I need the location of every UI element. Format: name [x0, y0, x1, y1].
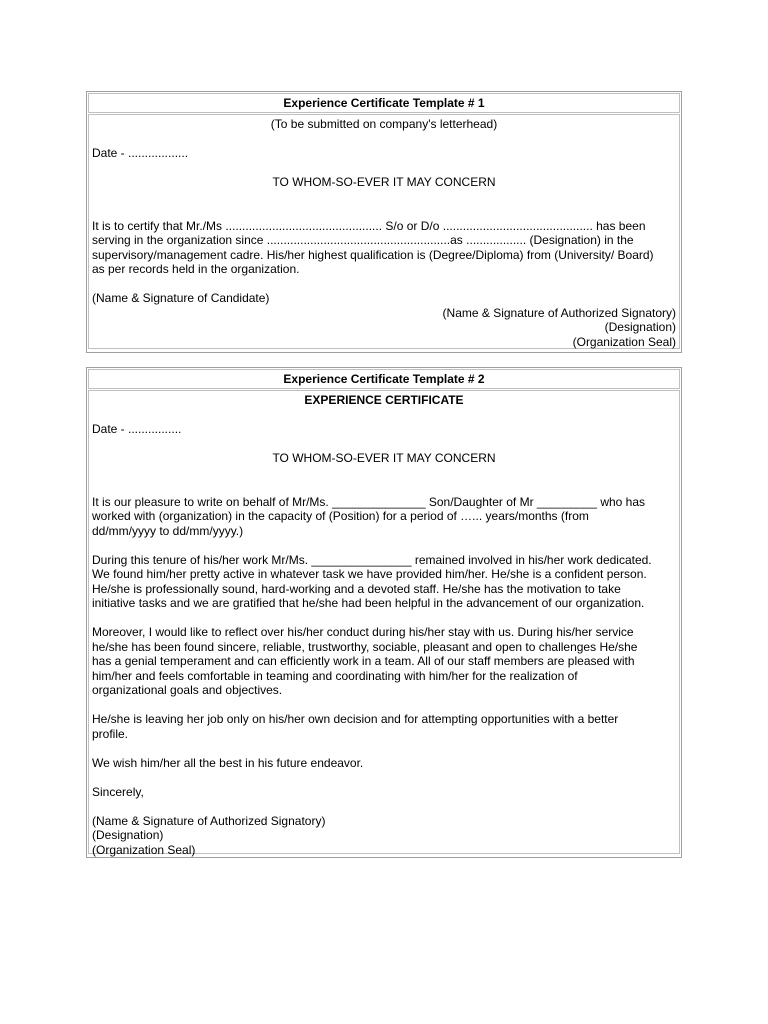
body-line: as per records held in the organization.	[92, 262, 300, 276]
paragraph-line: profile.	[92, 726, 129, 741]
date-line: Date - ................	[92, 422, 182, 436]
salutation: TO WHOM-SO-EVER IT MAY CONCERN	[272, 175, 496, 189]
paragraph-line: worked with (organization) in the capacity of (Position) for a period of …... years/months (from	[92, 509, 589, 523]
designation: (Designation)	[92, 828, 164, 842]
body-line: supervisory/management cadre. His/her highest qualification is (Degree/Diploma) from (University/ Board)	[92, 247, 654, 262]
template-2-body	[88, 390, 680, 857]
salutation: TO WHOM-SO-EVER IT MAY CONCERN	[272, 451, 496, 465]
template-2-heading: Experience Certificate Template # 2	[88, 369, 680, 389]
template-1-heading: Experience Certificate Template # 1	[88, 93, 680, 113]
paragraph-line: He/she is professionally sound, hard-working and a devoted staff. He/she has the motivation to take	[92, 581, 621, 596]
body-line: It is to certify that Mr./Ms ............................................... S/o or D/o ............................................. has been	[92, 218, 646, 233]
paragraph-line: During this tenure of his/her work Mr/Ms. _______________ remained involved in his/her work dedicated.	[92, 552, 652, 567]
paragraph-line: him/her and feels comfortable in teaming and coordinating with him/her for the realization of	[92, 668, 578, 683]
organization-seal: (Organization Seal)	[572, 334, 676, 349]
paragraph-line: He/she is leaving her job only on his/her own decision and for attempting opportunities with a better	[92, 712, 619, 726]
paragraph-line: initiative tasks and we are gratified that he/she had been helpful in the advancement of our organization.	[92, 596, 645, 610]
candidate-signature: (Name & Signature of Candidate)	[92, 291, 270, 305]
paragraph-line: has a genial temperament and can efficiently work in a team. All of our staff members are pleased with	[92, 654, 635, 668]
body-line: serving in the organization since .......................................................as .................. (Designation) in the	[92, 233, 634, 247]
template-1-body	[88, 114, 680, 349]
template-1-box	[86, 91, 682, 353]
paragraph-line: organizational goals and objectives.	[92, 683, 283, 697]
paragraph-line: dd/mm/yyyy to dd/mm/yyyy.)	[92, 523, 244, 538]
paragraph-line: We wish him/her all the best in his future endeavor.	[92, 755, 364, 770]
paragraph-line: he/she has been found sincere, reliable, trustworthy, sociable, pleasant and open to challenges He/she	[92, 639, 638, 654]
date-line: Date - ..................	[92, 146, 189, 160]
paragraph-line: It is our pleasure to write on behalf of Mr/Ms. ______________ Son/Daughter of Mr _________ who has	[92, 494, 646, 509]
designation: (Designation)	[604, 320, 676, 334]
organization-seal: (Organization Seal)	[92, 842, 196, 857]
letterhead-note: (To be submitted on company's letterhead)	[270, 117, 498, 131]
paragraph-line: Moreover, I would like to reflect over his/her conduct during his/her stay with us. During his/her service	[92, 625, 634, 639]
closing: Sincerely,	[92, 784, 144, 799]
template-2-box	[86, 367, 682, 858]
authorized-signatory: (Name & Signature of Authorized Signatory)	[92, 813, 326, 828]
authorized-signatory: (Name & Signature of Authorized Signatory)	[442, 305, 676, 320]
paragraph-line: We found him/her pretty active in whatever task we have provided him/her. He/she is a confident person.	[92, 567, 647, 581]
certificate-title: EXPERIENCE CERTIFICATE	[304, 393, 464, 407]
